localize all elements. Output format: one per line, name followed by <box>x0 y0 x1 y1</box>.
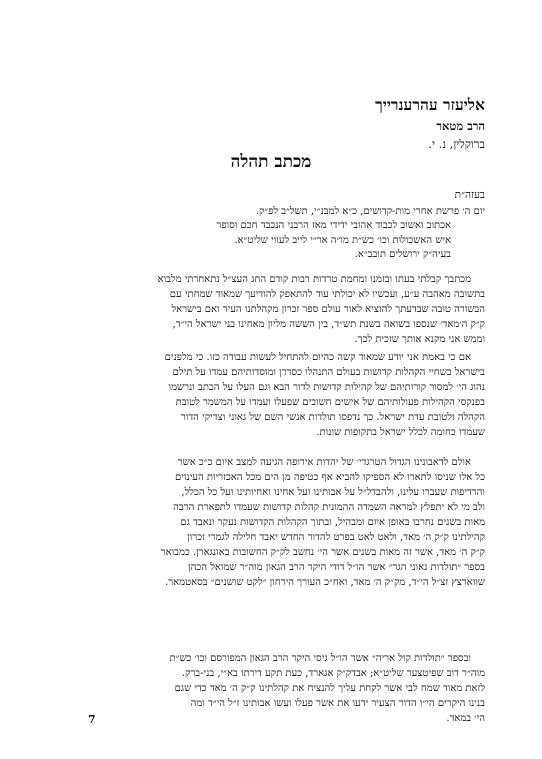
page-number: 7 <box>88 713 96 726</box>
letter-heading: מכתב תהלה <box>230 152 312 172</box>
paragraph-line: ק״ק ה׳ מאד, אשר זה מאות בשנים אשר הי׳ נחשב לק״ק החשובות באונגארן. כמבואר <box>160 547 485 558</box>
paragraph-line: בנינו היקרים הי״ו הדור הצעיר ידעו את אשר פעלו ועשו אבותינו ז״ל הי״ד ומה <box>190 698 485 709</box>
paragraph-line: בתשובה מאהבה ע״ע, ועכשיו לא יכולתי עוד להתאפק להודיעך שמאוד שמחתי עם <box>169 289 485 300</box>
intro-line-date: יום ה׳ פרשת אחרי מות-קדושים, כ״א למבנ״י, תשל״ב לפ״ק. <box>255 206 485 217</box>
paragraph-line: הי׳ במאד. <box>446 713 485 724</box>
paragraph-4 <box>60 651 485 726</box>
letter-intro <box>60 205 485 262</box>
paragraph-2 <box>60 350 485 440</box>
intro-line-recipient: איש האשכולות וכו׳ כש״ת מו״ה אר״י לייב לעווי שליט״א. <box>234 234 451 246</box>
paragraph-line: והרדיפות שעברו עלינו, ולהבדל״ל על אבותינו ועל אחינו ואחיותינו ועל כל הכלל, <box>181 487 485 498</box>
paragraph-line: לזאת מאוד שמח לבי אשר לקחת עליך להנציח את קהלתינו ק״ק ה׳ מאד כדי שגם <box>174 683 485 694</box>
paragraph-line: בספר ״תולדות גאוני הגר״ אשר הו״ל דודי היקר הרב הגאון מוה״ר שמואל הכהן <box>188 562 485 573</box>
bh-marking: בעזה״ת <box>454 189 485 201</box>
paragraph-line: קהילתינו ק״ק ה׳ מאד, ולאט לאט בפרט להדור החדש יאבד חלילה לגמרי זכרון <box>187 532 485 543</box>
paragraph-line: בפנקסי הקהילות פעולותיהם של אישים חשובים שפעלו ועמדו על המשמר לטובת <box>175 397 485 408</box>
paragraph-line: אולם לדאבונינו הגדול הטרגדי׳ של יהדות אירופה הגיעה למצב איום כ״כ אשר <box>177 457 471 468</box>
paragraph-line: ק״ק ה׳מאד׳ שנספו בשואה בשנת תש״ד, בין הששה מליון מאחינו בני ישראל הי״ד, <box>172 319 485 330</box>
paragraph-line: הבשורה טובה שבדעתך להוציא לאור עולם ספר זכרון מקהלתנו העיר ואם בישראל <box>171 304 485 315</box>
paragraph-line: וממש אני מקנא אותך שזכית לכך. <box>354 334 485 345</box>
intro-line-place: בעיה״ק ירושלים תובב״א. <box>354 248 451 260</box>
author-name: אליעזר עהרענרייך <box>375 95 485 114</box>
paragraph-line: מוה״ר דוב שפיטצער שליט״א; אבדק״ק אגארד, כעת תקע דירתו בא״י, בני-ברק. <box>181 668 485 679</box>
paragraph-line: מאות בשנים נחרבו באופן איום ומבהיל, ובתוך הקהלות הקדושות נעקר ונאבד גם <box>180 517 485 528</box>
paragraph-line: כל אלו שניסו לתארו לא הספיקו להביא אף כטיפה מן הים מכל האכזריות העינוים <box>175 472 485 483</box>
paragraph-line: שווארצץ זצ״ל הי״ד, מק״ק ה׳ מאד, ואח״כ העורך הירחון ״לקט שושנים״ בסאטמאר. <box>165 577 485 588</box>
paragraph-3 <box>60 455 485 590</box>
paragraph-line: ולב מי לא יתפלץ למראה השמדה ההמונית קהלות קדושות שעמדו לתפארת הרבה <box>173 502 485 513</box>
paragraph-line: ובספר ״תולדות קול אריה״ אשר הו״ל גיסי היקר הרב הגאון המפורסם וכו׳ כש״ת <box>169 653 471 664</box>
author-title: הרב מטאר <box>436 119 485 133</box>
paragraph-line: מכתבך קבלתי בעתו ובזמנו ומחמת טרדות רבות קודם החג העצ״ל נתאחרתי מלבוא <box>157 274 471 285</box>
paragraph-line: נהוג הי׳ למסור קורותיהם של קהילות קדושות לדור הבא וגם העלו על הכתב ונרשמו <box>168 382 485 393</box>
paragraph-line: אם כי באמת אני יודע שמאוד קשה כהיום להתחיל לעשות עבודה כזו. כי מלפנים <box>164 352 471 363</box>
intro-line-greeting: אכתוב ואשוב לכבוד אהובי ידידי מאז הרבני הנכבד חכם וסופר <box>216 220 451 232</box>
paragraph-line: הקהלה ולטובת עדת ישראל. כך נדפסו תולדות אנשי השם של גאוני וצדיקי הדור <box>180 412 485 423</box>
paragraph-line: בישראל כשחיי הקהלות קדושות בעולם התנהלו כסדרן ומוסדותיהם עמדו על תילם <box>172 367 485 378</box>
paragraph-line: שעמדו כחומה לכלל ישראל בתקופות שונות. <box>316 427 485 438</box>
author-address: ברוקלין, נ. י. <box>428 137 485 151</box>
paragraph-1 <box>60 272 485 347</box>
